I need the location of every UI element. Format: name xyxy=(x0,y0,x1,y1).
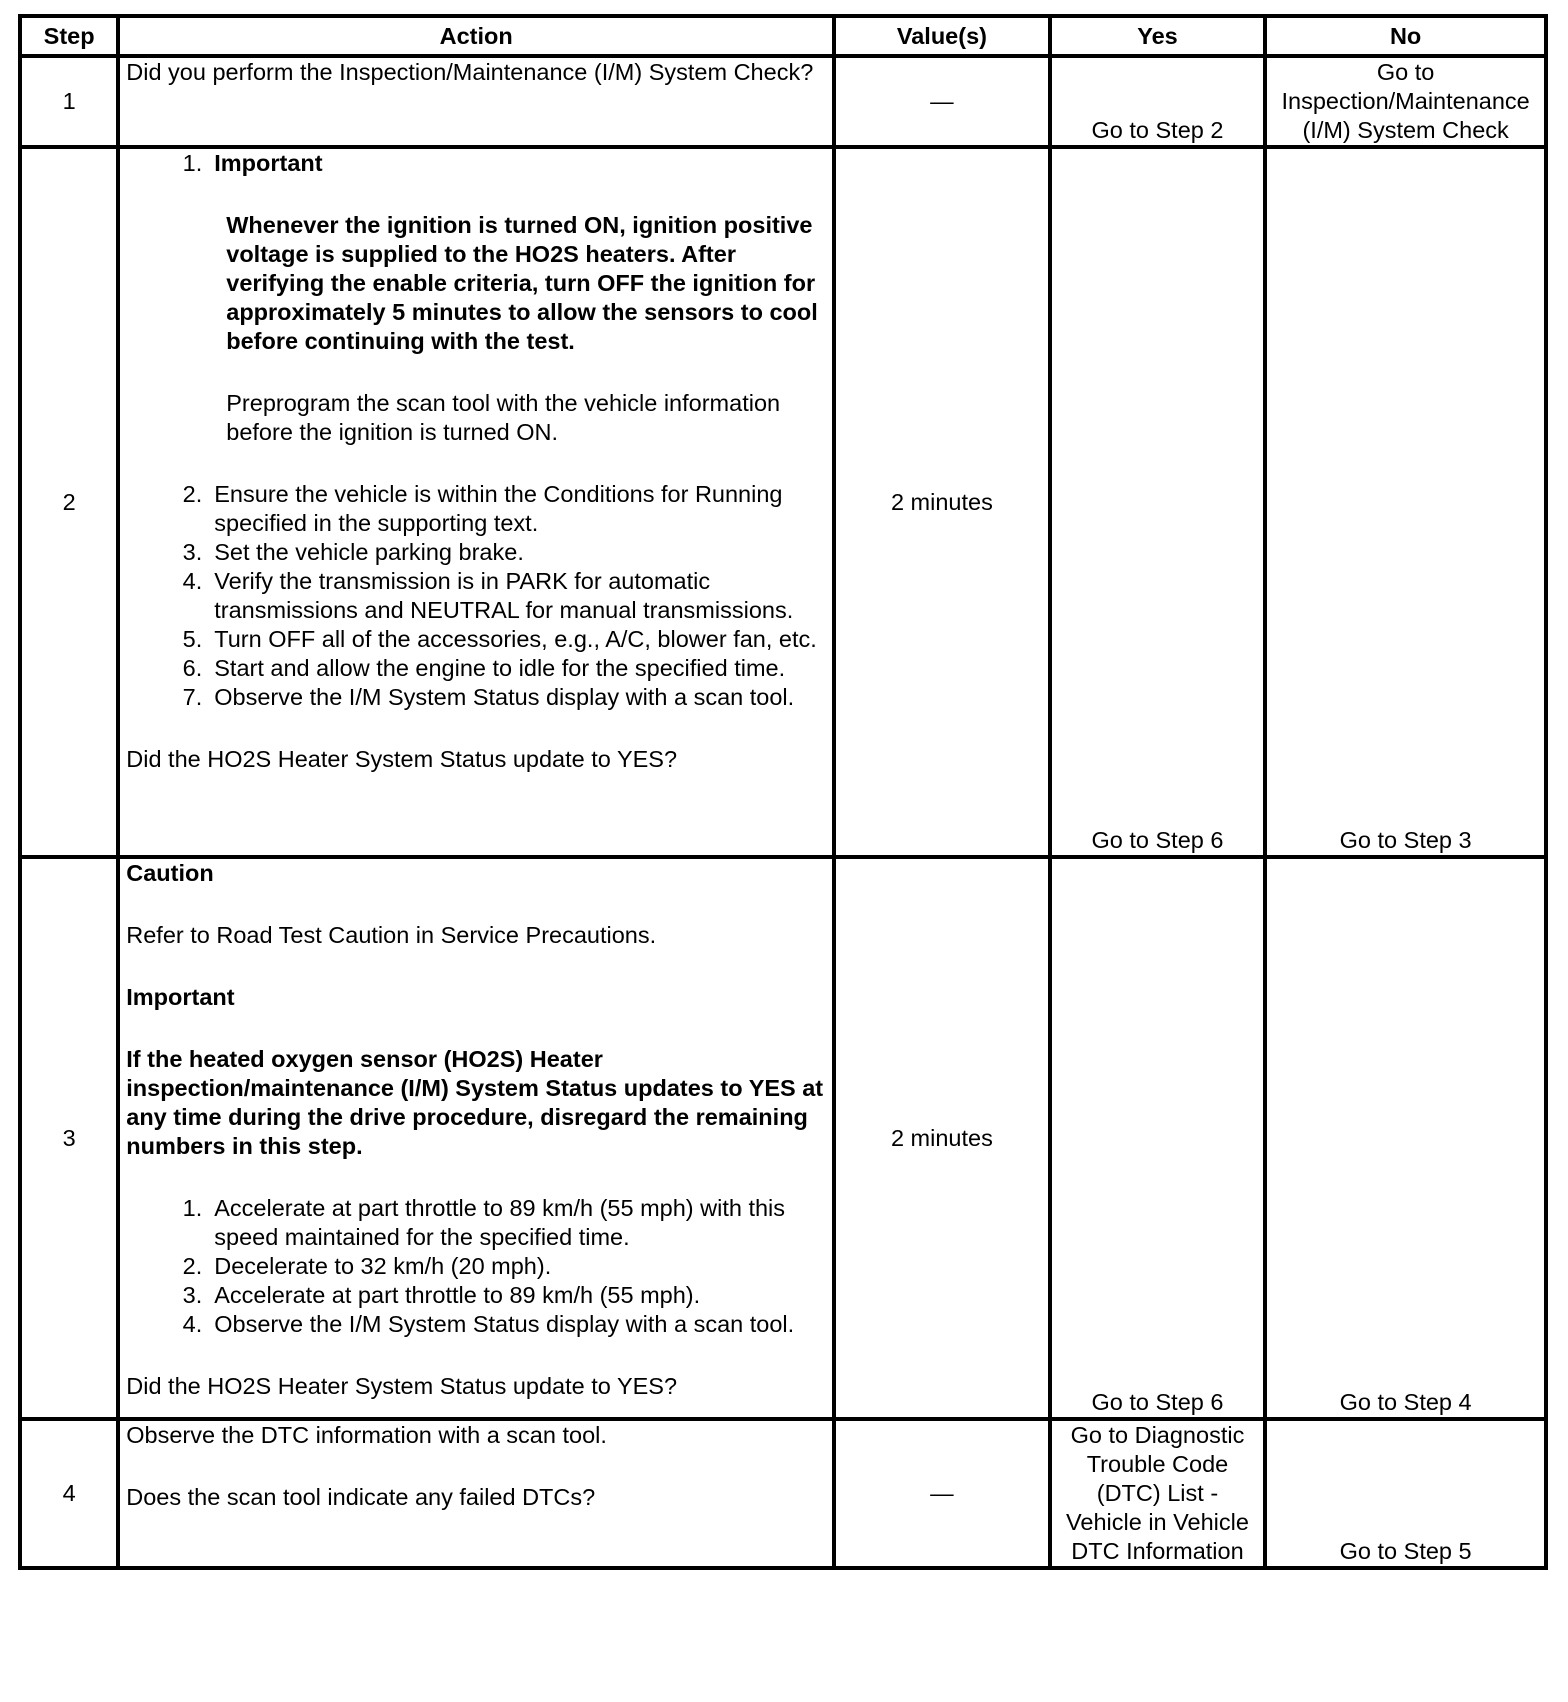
caution-text: Refer to Road Test Caution in Service Precautions. xyxy=(126,922,657,948)
substep-number: 4. xyxy=(182,1311,203,1337)
table-row xyxy=(20,147,1546,857)
yes-cell: Go to Step 6 xyxy=(1050,857,1266,1419)
diagnostic-table xyxy=(18,14,1548,1570)
substep-number: 3. xyxy=(182,1282,203,1308)
substep-text: Ensure the vehicle is within the Conditions for Running specified in the supporting text. xyxy=(214,481,783,536)
yes-cell: Go to Diagnostic Trouble Code (DTC) List - Vehicle in Vehicle DTC Information xyxy=(1050,1419,1266,1568)
value-cell: 2 minutes xyxy=(834,857,1050,1419)
header-row xyxy=(20,16,1546,56)
substep-text: Turn OFF all of the accessories, e.g., A/C, blower fan, etc. xyxy=(214,626,817,652)
list-item xyxy=(126,149,826,178)
list-item xyxy=(126,1252,826,1281)
substep-list xyxy=(126,480,826,712)
no-cell: Go to Inspection/Maintenance (I/M) System Check xyxy=(1265,56,1546,147)
value-cell: 2 minutes xyxy=(834,147,1050,857)
substep-number: 2. xyxy=(182,481,203,507)
substep-text: Set the vehicle parking brake. xyxy=(214,539,524,565)
list-item xyxy=(126,625,826,654)
action-text: Did you perform the Inspection/Maintenance (I/M) System Check? xyxy=(126,59,814,85)
list-item xyxy=(126,480,826,538)
table-row xyxy=(20,1419,1546,1568)
important-text: If the heated oxygen sensor (HO2S) Heater inspection/maintenance (I/M) System Status updates to YES at any time during the drive procedure, disregard the remaining numbers in this step. xyxy=(126,1046,824,1159)
action-cell xyxy=(118,857,834,1419)
list-item xyxy=(126,654,826,683)
question-text: Did the HO2S Heater System Status update to YES? xyxy=(126,1373,678,1399)
substep-number: 6. xyxy=(182,655,203,681)
important-label: Important xyxy=(214,150,323,176)
no-cell: Go to Step 3 xyxy=(1265,147,1546,857)
no-cell: Go to Step 5 xyxy=(1265,1419,1546,1568)
list-item xyxy=(126,1310,826,1339)
list-item xyxy=(126,1194,826,1252)
substep-number: 1. xyxy=(182,1195,203,1221)
list-item xyxy=(126,683,826,712)
header-yes: Yes xyxy=(1050,16,1266,56)
action-cell xyxy=(118,147,834,857)
value-cell: — xyxy=(834,56,1050,147)
substep-text: Observe the I/M System Status display with a scan tool. xyxy=(214,684,795,710)
question-text: Does the scan tool indicate any failed DTCs? xyxy=(126,1484,596,1510)
list-item xyxy=(126,567,826,625)
substep-list xyxy=(126,1194,826,1339)
table-row xyxy=(20,56,1546,147)
list-item xyxy=(126,1281,826,1310)
header-no: No xyxy=(1265,16,1546,56)
question-text: Did the HO2S Heater System Status update to YES? xyxy=(126,746,678,772)
substep-number: 3. xyxy=(182,539,203,565)
step-number: 1 xyxy=(20,56,118,147)
no-cell: Go to Step 4 xyxy=(1265,857,1546,1419)
value-cell: — xyxy=(834,1419,1050,1568)
substep-number: 7. xyxy=(182,684,203,710)
action-text: Observe the DTC information with a scan tool. xyxy=(126,1422,607,1448)
table-row xyxy=(20,857,1546,1419)
caution-label: Caution xyxy=(126,860,214,886)
preprogram-text: Preprogram the scan tool with the vehicle information before the ignition is turned ON. xyxy=(226,390,781,445)
header-step: Step xyxy=(20,16,118,56)
header-action: Action xyxy=(118,16,834,56)
substep-text: Observe the I/M System Status display with a scan tool. xyxy=(214,1311,795,1337)
step-number: 2 xyxy=(20,147,118,857)
important-label: Important xyxy=(126,984,235,1010)
substep-number: 2. xyxy=(182,1253,203,1279)
substep-text: Decelerate to 32 km/h (20 mph). xyxy=(214,1253,552,1279)
substep-number: 4. xyxy=(182,568,203,594)
substep-list xyxy=(126,149,826,178)
list-item xyxy=(126,538,826,567)
substep-number: 5. xyxy=(182,626,203,652)
action-cell xyxy=(118,1419,834,1568)
substep-text: Verify the transmission is in PARK for automatic transmissions and NEUTRAL for manual transmissions. xyxy=(214,568,794,623)
header-value: Value(s) xyxy=(834,16,1050,56)
important-text: Whenever the ignition is turned ON, ignition positive voltage is supplied to the HO2S heaters. After verifying the enable criteria, turn OFF the ignition for approximately 5 minutes to allow the sensors to cool before continuing with the test. xyxy=(226,212,818,354)
step-number: 3 xyxy=(20,857,118,1419)
substep-text: Accelerate at part throttle to 89 km/h (55 mph). xyxy=(214,1282,701,1308)
substep-text: Accelerate at part throttle to 89 km/h (55 mph) with this speed maintained for the specified time. xyxy=(214,1195,786,1250)
step-number: 4 xyxy=(20,1419,118,1568)
substep-number: 1. xyxy=(182,150,203,176)
action-cell xyxy=(118,56,834,147)
yes-cell: Go to Step 6 xyxy=(1050,147,1266,857)
substep-text: Start and allow the engine to idle for the specified time. xyxy=(214,655,786,681)
yes-cell: Go to Step 2 xyxy=(1050,56,1266,147)
